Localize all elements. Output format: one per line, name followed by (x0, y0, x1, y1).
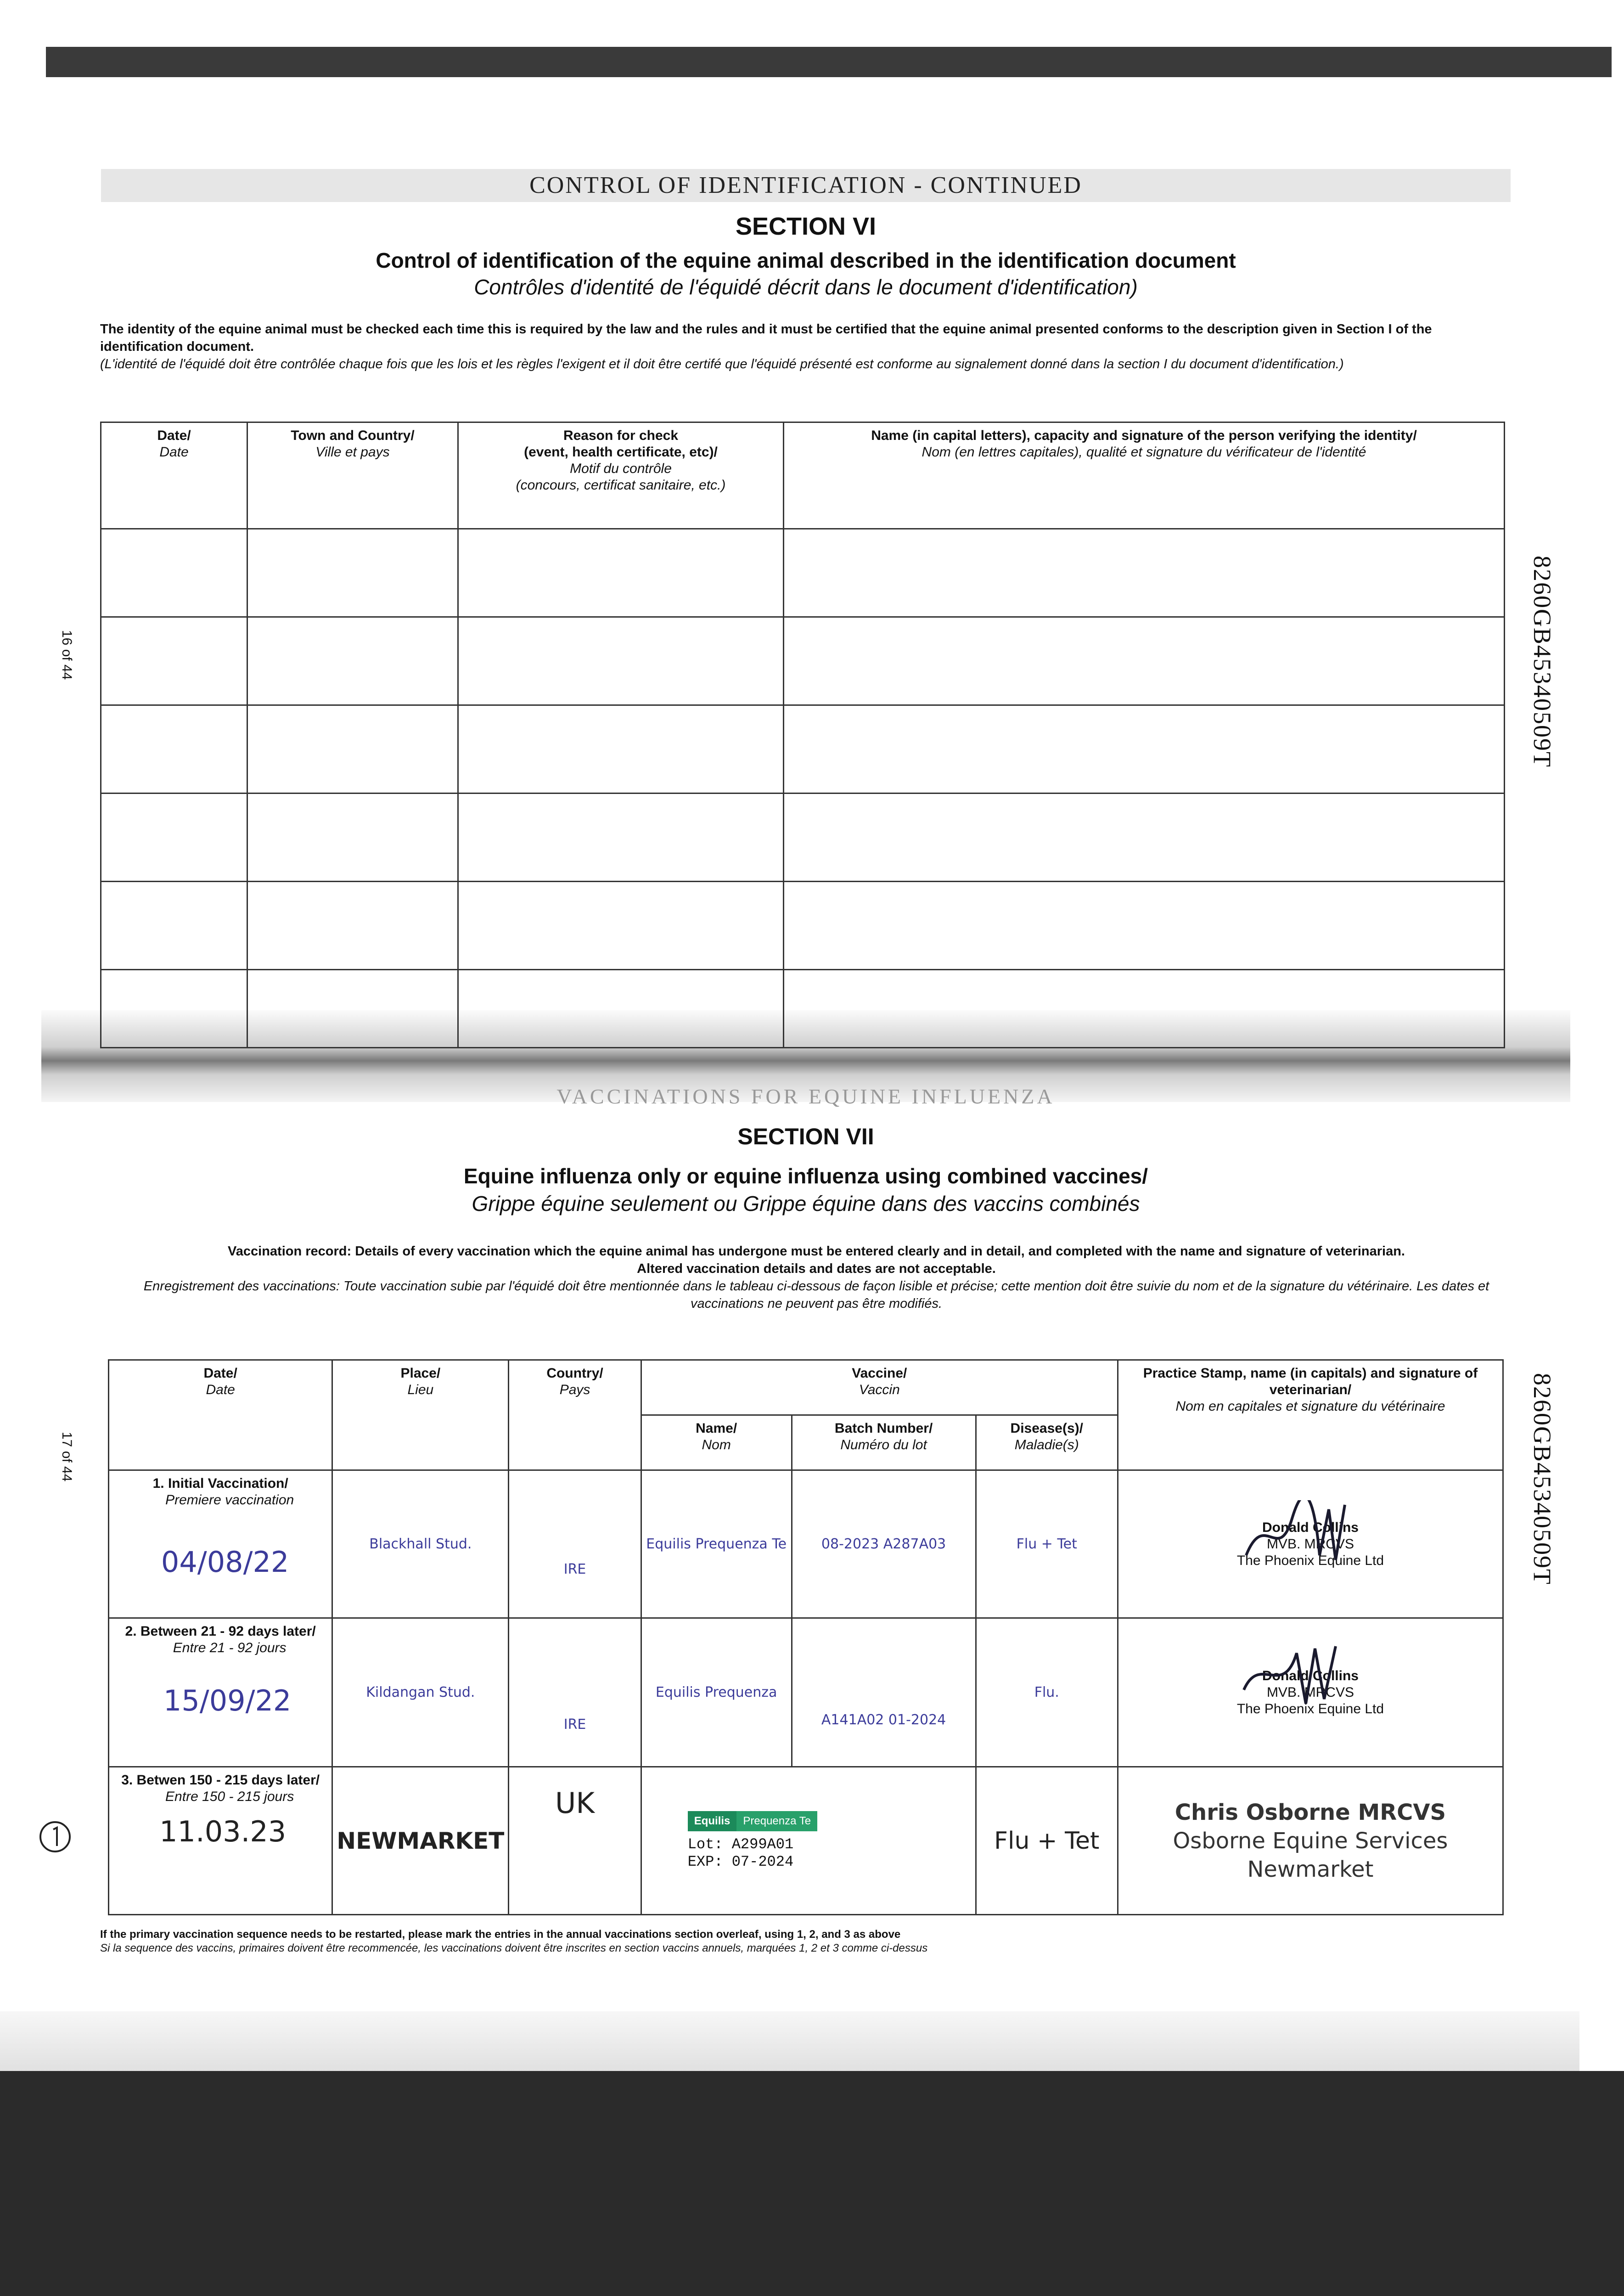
section6-intro-en: The identity of the equine animal must be checked each time this is required by the law and the rules and it must be certified that the equine animal presented conforms to the description given in Section I of the identification document. (100, 322, 1432, 354)
col-v-batch-en: Batch Number/ (834, 1421, 933, 1436)
col-reason (458, 422, 784, 529)
vaccination-2-label-fr: Entre 21 - 92 jours (173, 1640, 287, 1655)
col-v-stamp (1118, 1360, 1503, 1470)
vaccination-1-label-fr: Premiere vaccination (165, 1492, 294, 1508)
sticker-lot: A299A01 (731, 1835, 794, 1853)
col-v-country-fr: Pays (559, 1382, 590, 1397)
vaccination-2-signature (1237, 1639, 1356, 1708)
identification-table (100, 422, 1505, 1048)
table-row (101, 705, 1505, 793)
section7-footnote (100, 1928, 1505, 1955)
section6-banner: CONTROL OF IDENTIFICATION - CONTINUED (101, 169, 1511, 202)
col-v-vaccine-fr: Vaccin (859, 1382, 900, 1397)
vaccination-3-vet-town: Newmarket (1247, 1856, 1374, 1882)
table-row (109, 1618, 1503, 1767)
vaccination-3-vet-name: Chris Osborne MRCVS (1174, 1799, 1446, 1825)
vaccination-3-label: 3. Betwen 150 - 215 days later/ (121, 1773, 320, 1788)
vaccination-2-country: IRE (509, 1618, 641, 1767)
sticker-exp-label: EXP: (687, 1853, 723, 1870)
vaccination-2-vet-practice: The Phoenix Equine Ltd (1236, 1701, 1384, 1716)
section6-subtitle: Control of identification of the equine animal described in the identification document (376, 248, 1236, 272)
section6-intro (100, 321, 1487, 373)
vaccination-1-vet-stamp (1118, 1470, 1503, 1618)
vaccination-3-sticker (641, 1767, 976, 1915)
col-town-en: Town and Country/ (291, 428, 415, 443)
vaccination-1-batch: 08-2023 A287A03 (792, 1470, 976, 1618)
col-reason-en: Reason for check (563, 428, 679, 443)
section7-subtitle: Equine influenza only or equine influenza using combined vaccines/ (463, 1164, 1148, 1188)
col-date (101, 422, 247, 529)
vaccination-2-label: 2. Between 21 - 92 days later/ (125, 1624, 316, 1639)
vaccination-2-vet-name: Donald Collins (1262, 1668, 1359, 1683)
vaccination-3-date-cell (109, 1767, 332, 1915)
col-v-country-en: Country/ (546, 1366, 603, 1381)
col-v-vaccine-en: Vaccine/ (852, 1366, 907, 1381)
table-row (109, 1767, 1503, 1915)
table-row (109, 1470, 1503, 1618)
col-v-date-en: Date/ (203, 1366, 237, 1381)
col-v-stamp-fr: Nom en capitales et signature du vétérinaire (1175, 1399, 1445, 1414)
section7-side-code: 8260GB45340509T (1528, 1373, 1556, 1585)
vaccination-table (108, 1359, 1504, 1915)
page-number-17: 17 of 44 (59, 1432, 74, 1482)
vaccination-1-disease: Flu + Tet (976, 1470, 1118, 1618)
vaccination-2-date: 15/09/22 (163, 1684, 292, 1717)
vaccination-2-batch: A141A02 01-2024 (792, 1618, 976, 1767)
col-reason-fr: Motif du contrôle (570, 461, 672, 476)
table-row (101, 970, 1505, 1048)
vaccination-2-disease: Flu. (976, 1618, 1118, 1767)
section7-heading: SECTION VII (737, 1124, 874, 1149)
col-date-fr: Date (159, 445, 189, 460)
col-v-date-fr: Date (206, 1382, 235, 1397)
vaccination-2-vet-quals: MVB. MRCVS (1266, 1684, 1354, 1700)
footnote-en: If the primary vaccination sequence needs to be restarted, please mark the entries in the annual vaccinations section overleaf, using 1, 2, and 3 as above (100, 1928, 901, 1941)
section7-subtitle-fr: Grippe équine seulement ou Grippe équine dans des vaccins combinés (472, 1192, 1140, 1216)
col-v-batch (792, 1415, 976, 1470)
col-v-name-en: Name/ (696, 1421, 737, 1436)
table-row (101, 882, 1505, 970)
col-v-batch-fr: Numéro du lot (840, 1437, 927, 1452)
table-row (101, 617, 1505, 705)
section7-intro1: Vaccination record: Details of every vaccination which the equine animal has undergone must be entered clearly and in detail, and completed with the name and signature of veterinarian. (228, 1244, 1405, 1259)
col-verifier-en: Name (in capital letters), capacity and signature of the person verifying the identity/ (871, 428, 1417, 443)
section6-heading: SECTION VI (735, 213, 877, 240)
vaccination-3-label-fr: Entre 150 - 215 jours (165, 1789, 294, 1804)
col-reason-en2: (event, health certificate, etc)/ (524, 445, 718, 460)
vaccination-3-country: UK (509, 1767, 641, 1915)
col-verifier-fr: Nom (en lettres capitales), qualité et signature du vérificateur de l'identité (922, 445, 1366, 460)
vaccination-1-signature (1237, 1500, 1356, 1569)
section7-intro-fr: Enregistrement des vaccinations: Toute vaccination subie par l'équidé doit être mentionnée dans le tableau ci-dessous de façon lisible et précise; cette mention doit être suivie du nom et de la signature du vétérinaire. Les dates et vaccinations ne peuvent pas être modifiés. (143, 1279, 1489, 1311)
sticker-brand: Equilis (688, 1811, 737, 1831)
vaccination-1-place: Blackhall Stud. (332, 1470, 509, 1618)
sticker-product: Prequenza Te (736, 1811, 817, 1831)
circled-number-icon (37, 1818, 73, 1855)
vaccination-2-date-cell (109, 1618, 332, 1767)
col-v-disease (976, 1415, 1118, 1470)
col-reason-fr2: (concours, certificat sanitaire, etc.) (516, 478, 726, 493)
vaccination-1-label: 1. Initial Vaccination/ (152, 1476, 288, 1491)
vaccination-1-vet-quals: MVB. MRCVS (1266, 1536, 1354, 1552)
vaccination-1-date: 04/08/22 (161, 1545, 289, 1579)
col-v-stamp-en: Practice Stamp, name (in capitals) and signature of veterinarian/ (1143, 1366, 1478, 1397)
col-v-date (109, 1360, 332, 1470)
vaccination-3-disease: Flu + Tet (976, 1767, 1118, 1915)
vaccination-3-vet-stamp (1118, 1767, 1503, 1915)
table-row (101, 529, 1505, 617)
col-town (247, 422, 458, 529)
vaccination-1-country: IRE (509, 1470, 641, 1618)
col-date-en: Date/ (157, 428, 191, 443)
sticker-lot-label: Lot: (687, 1835, 723, 1853)
col-town-fr: Ville et pays (315, 445, 390, 460)
vaccination-2-place: Kildangan Stud. (332, 1618, 509, 1767)
col-v-vaccine (641, 1360, 1118, 1415)
vaccination-3-vet-practice: Osborne Equine Services (1173, 1828, 1448, 1854)
col-v-name-fr: Nom (702, 1437, 731, 1452)
vaccination-2-vet-stamp (1118, 1618, 1503, 1767)
section6-side-code: 8260GB45340509T (1528, 556, 1556, 768)
col-v-place-fr: Lieu (407, 1382, 434, 1397)
vaccination-1-vet-name: Donald Collins (1262, 1519, 1359, 1535)
col-v-disease-en: Disease(s)/ (1010, 1421, 1083, 1436)
section7-intro (114, 1243, 1519, 1312)
scan-bottom-background (0, 2071, 1624, 2296)
section6-intro-fr: (L'identité de l'équidé doit être contrôlée chaque fois que les lois et les règles l'exigent et il doit être certifé que l'équidé présenté est conforme au signalement donné dans la section I du document d'identification.) (100, 357, 1344, 371)
col-v-name (641, 1415, 792, 1470)
vaccination-1-date-cell (109, 1470, 332, 1618)
section7-banner: VACCINATIONS FOR EQUINE INFLUENZA (556, 1085, 1055, 1108)
footnote-fr: Si la sequence des vaccins, primaires doivent être recommencée, les vaccinations doivent être inscrites en section vaccins annuels, marquées 1, 2 et 3 comme ci-dessus (100, 1942, 928, 1954)
vaccination-1-vaccine-name: Equilis Prequenza Te (641, 1470, 792, 1618)
section7-intro2: Altered vaccination details and dates are not acceptable. (637, 1261, 996, 1276)
col-v-country (509, 1360, 641, 1470)
vaccination-2-vaccine-name: Equilis Prequenza (641, 1618, 792, 1767)
col-verifier (784, 422, 1505, 529)
table-row (101, 793, 1505, 882)
section6-subtitle-fr: Contrôles d'identité de l'équidé décrit dans le document d'identification) (474, 275, 1138, 299)
vaccination-3-place: NEWMARKET (332, 1767, 509, 1915)
col-v-place-en: Place/ (400, 1366, 441, 1381)
vaccination-3-date: 11.03.23 (159, 1815, 287, 1848)
sticker-exp: 07-2024 (731, 1853, 794, 1870)
vaccination-1-vet-practice: The Phoenix Equine Ltd (1236, 1553, 1384, 1568)
page-number-16: 16 of 44 (59, 630, 74, 680)
col-v-place (332, 1360, 509, 1470)
col-v-disease-fr: Maladie(s) (1014, 1437, 1079, 1452)
scan-top-bar (46, 47, 1612, 77)
